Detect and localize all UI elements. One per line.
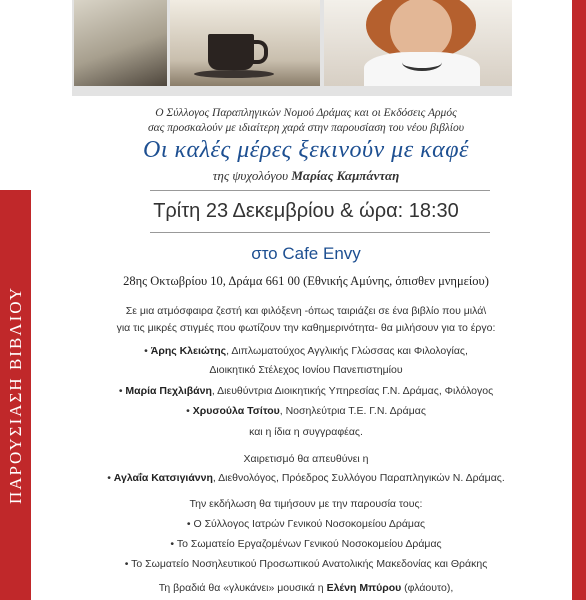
musician-name: Ελένη Μπύρου xyxy=(326,582,402,594)
author-line xyxy=(40,168,572,184)
honoree-text: Το Σωματείο Νοσηλευτικού Προσωπικού Ανατολικής Μακεδονίας και Θράκης xyxy=(131,558,488,570)
author-prefix: της ψυχολόγου xyxy=(212,168,289,183)
event-venue: στο Cafe Envy xyxy=(251,244,361,263)
speaker-role: και η ίδια η συγγραφέας. xyxy=(249,426,363,438)
divider-top xyxy=(150,190,490,191)
invitation-content xyxy=(40,0,572,600)
description-line-2: για τις μικρές στιγμές που φωτίζουν την καθημερινότητα- θα μιλήσουν για το έργο: xyxy=(116,322,496,334)
event-date: Τρίτη 23 Δεκεμβρίου & ώρα: 18:30 xyxy=(153,200,459,222)
greeter-line xyxy=(40,472,572,484)
speaker-line xyxy=(40,385,572,397)
speaker-role: Διοικητικό Στέλεχος Ιονίου Πανεπιστημίου xyxy=(209,364,403,376)
bullet-icon: • xyxy=(186,518,191,530)
event-address: 28ης Οκτωβρίου 10, Δράμα 661 00 (Εθνικής Αμύνης, όπισθεν μνημείου) xyxy=(123,274,489,288)
music-suffix: (φλάουτο), xyxy=(404,582,454,594)
music-line xyxy=(40,582,572,594)
honor-line: Την εκδήλωση θα τιμήσουν με την παρουσία τους: xyxy=(189,498,423,510)
bullet-icon: • xyxy=(107,472,111,484)
speaker-line xyxy=(40,426,572,438)
side-banner-text: ΠΑΡΟΥΣΙΑΣΗ ΒΙΒΛΙΟΥ xyxy=(5,285,25,505)
intro-line-2: σας προσκαλούν με ιδιαίτερη χαρά στην παρουσίαση του νέου βιβλίου xyxy=(147,122,465,134)
honoree-line xyxy=(40,558,572,570)
speaker-line xyxy=(40,405,572,417)
music-prefix: Τη βραδιά θα «γλυκάνει» μουσικά η xyxy=(158,582,324,594)
speaker-line xyxy=(40,345,572,357)
side-banner xyxy=(0,190,31,600)
bullet-icon: • xyxy=(124,558,129,570)
greeting-line: Χαιρετισμό θα απευθύνει η xyxy=(243,453,369,465)
bullet-icon: • xyxy=(170,538,175,550)
divider-bottom xyxy=(150,232,490,233)
honoree-line xyxy=(40,538,572,550)
speaker-role: , Διπλωματούχος Αγγλικής Γλώσσας και Φιλολογίας, xyxy=(226,345,468,357)
bullet-icon: • xyxy=(144,345,148,357)
greeter-name: Αγλαΐα Κατσιγιάννη xyxy=(113,472,213,484)
bullet-icon: • xyxy=(118,385,123,397)
book-title: Οι καλές μέρες ξεκινούν με καφέ xyxy=(142,137,470,163)
speaker-name: Μαρία Πεχλιβάνη xyxy=(125,385,212,397)
honoree-line xyxy=(40,518,572,530)
greeter-role: , Διεθνολόγος, Πρόεδρος Συλλόγου Παραπληγικών Ν. Δράμας. xyxy=(212,472,505,484)
right-red-border xyxy=(572,0,586,600)
author-name: Μαρίας Καμπάνταη xyxy=(291,168,400,183)
speaker-line xyxy=(40,364,572,376)
speaker-name: Άρης Κλειώτης xyxy=(150,345,227,357)
honoree-text: Το Σωματείο Εργαζομένων Γενικού Νοσοκομείου Δράμας xyxy=(176,538,442,550)
intro-line-1: Ο Σύλλογος Παραπληγικών Νομού Δράμας και οι Εκδόσεις Αρμός xyxy=(155,107,457,119)
speaker-role: , Νοσηλεύτρια Τ.Ε. Γ.Ν. Δράμας xyxy=(279,405,426,417)
speaker-name: Χρυσούλα Τσίτου xyxy=(192,405,280,417)
speaker-role: , Διευθύντρια Διοικητικής Υπηρεσίας Γ.Ν. Δράμας, Φιλόλογος xyxy=(211,385,494,397)
description-line-1: Σε μια ατμόσφαιρα ζεστή και φιλόξενη -όπως ταιριάζει σε ένα βιβλίο που μιλά\ xyxy=(125,305,487,317)
bullet-icon: • xyxy=(186,405,190,417)
honoree-text: Ο Σύλλογος Ιατρών Γενικού Νοσοκομείου Δράμας xyxy=(193,518,426,530)
